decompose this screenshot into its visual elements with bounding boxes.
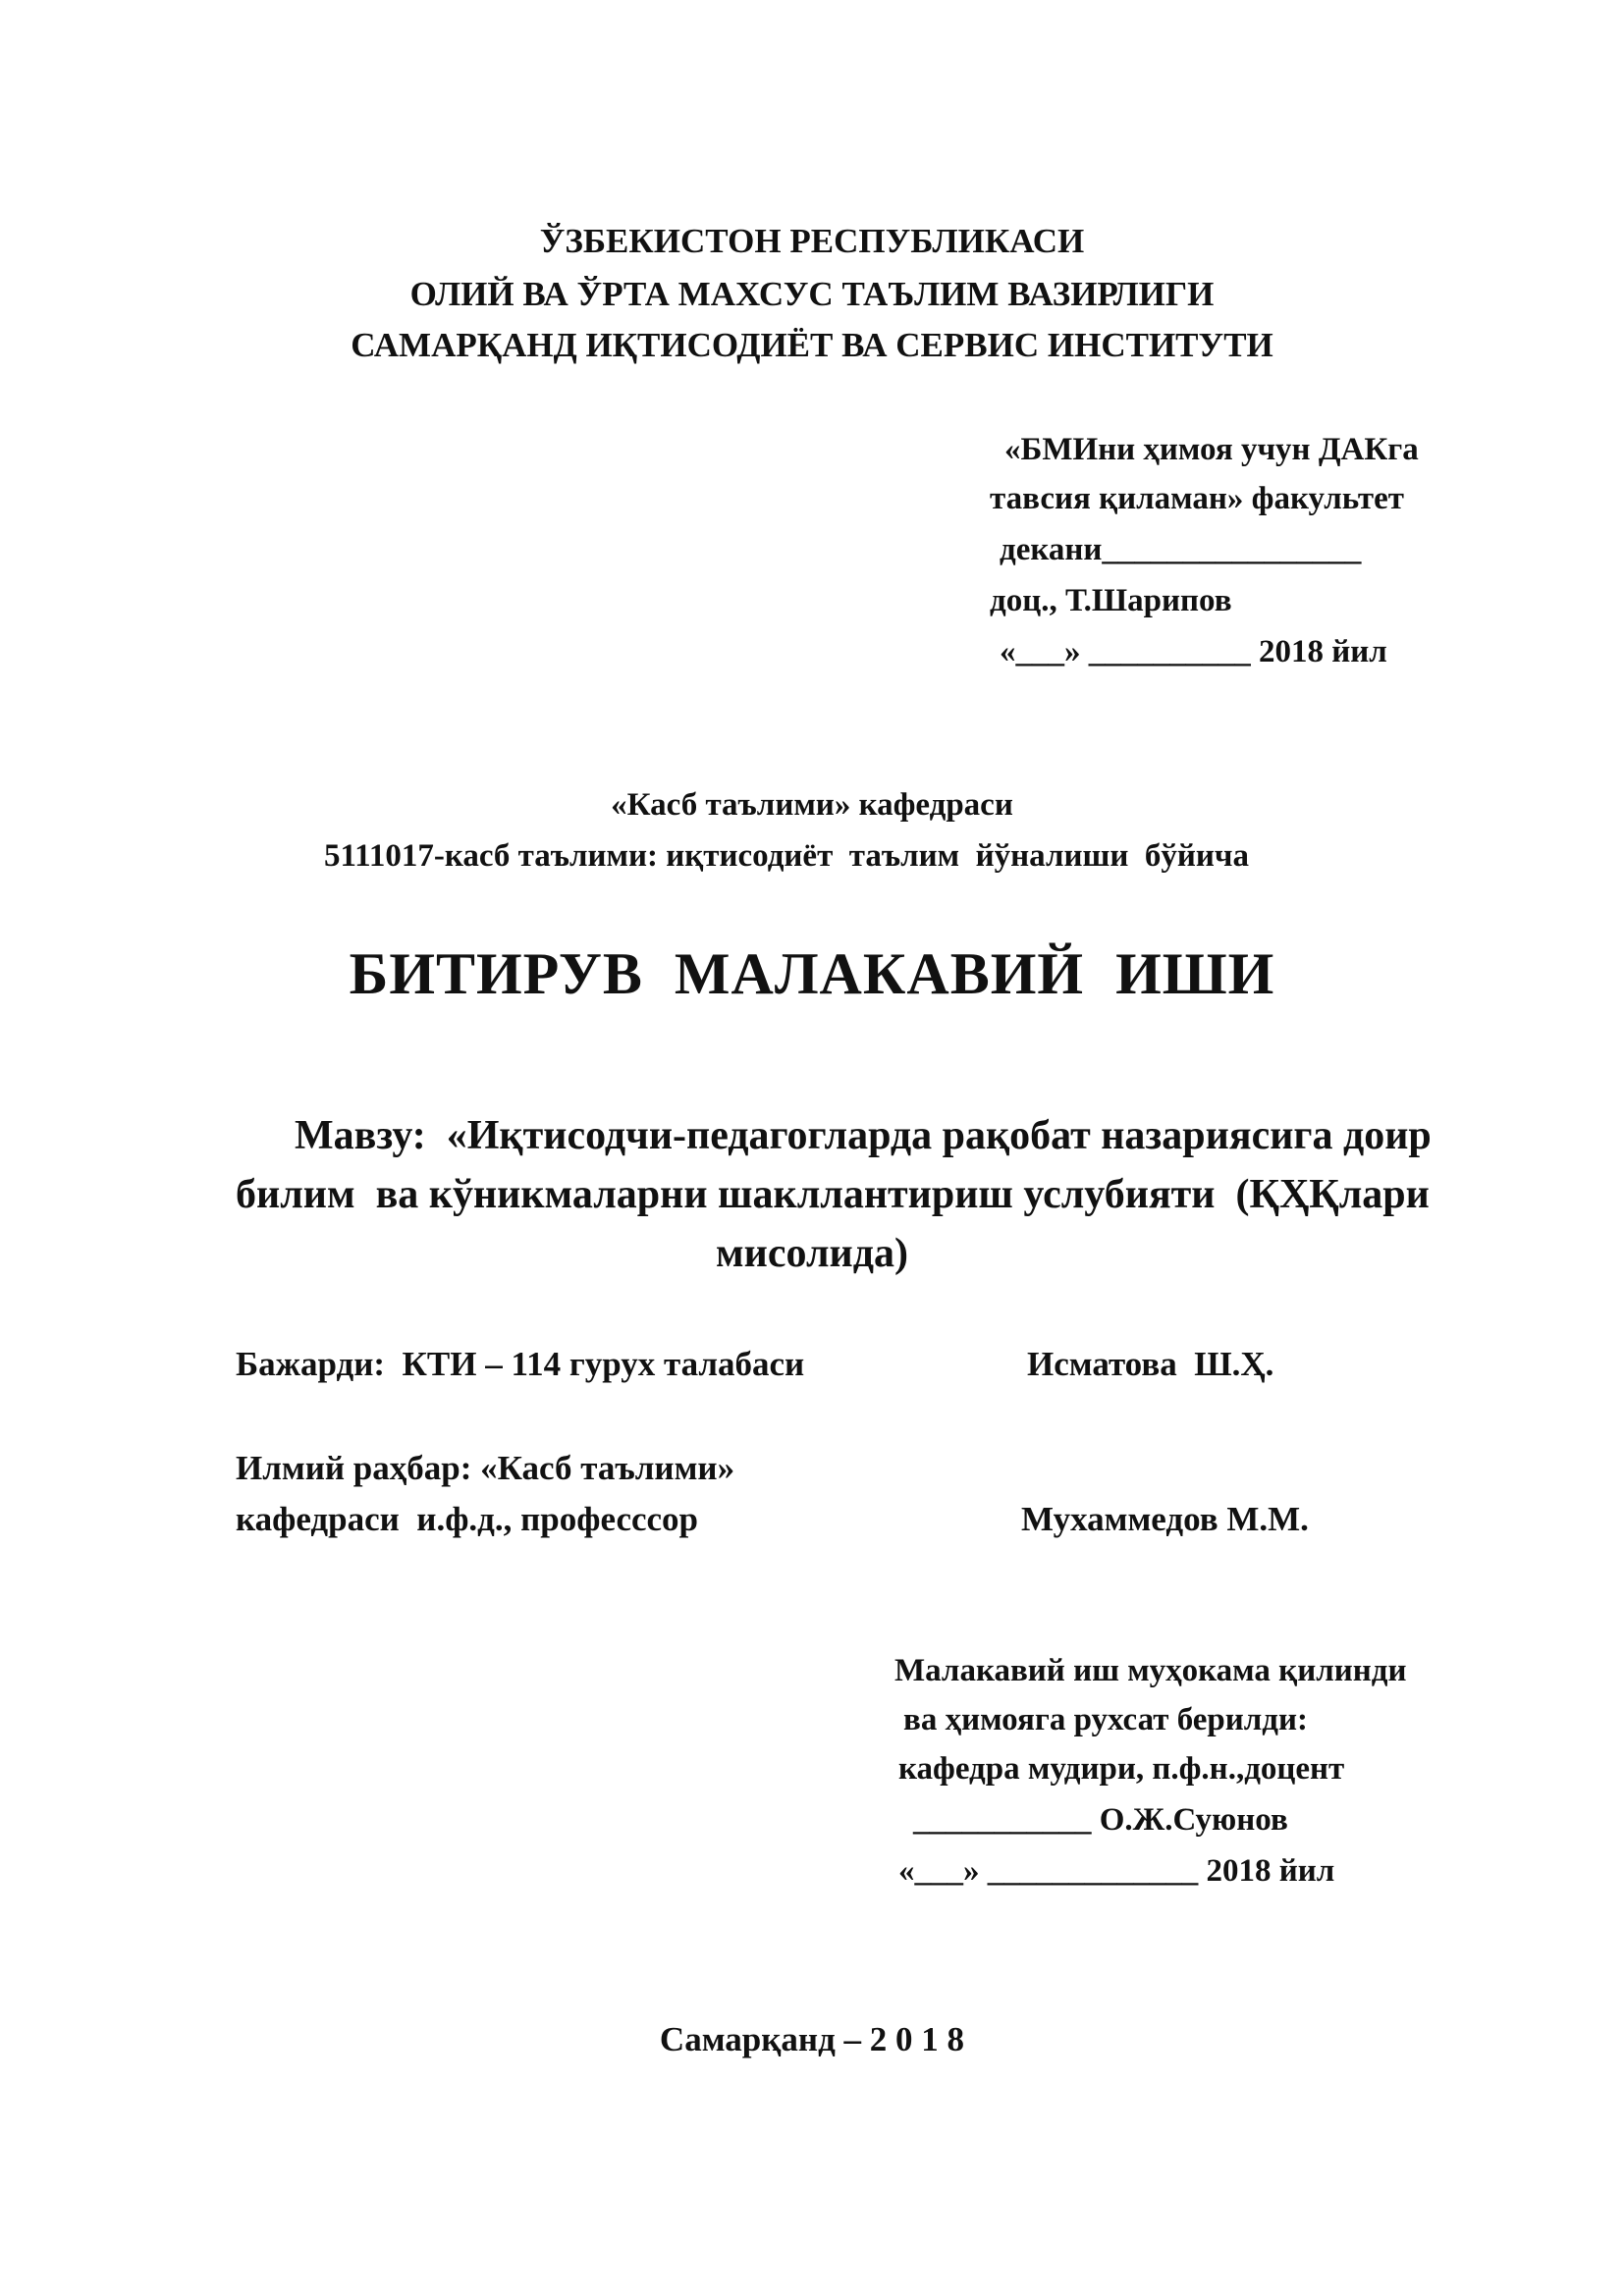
header-ministry: ОЛИЙ ВА ЎРТА МАХСУС ТАЪЛИМ ВАЗИРЛИГИ	[409, 275, 1215, 313]
discussion-line-2: ва ҳимояга рухсат берилди:	[903, 1702, 1309, 1737]
page-title: БИТИРУВ МАЛАКАВИЙ ИШИ	[349, 941, 1275, 1006]
approval-line-3: декани________________	[1000, 532, 1362, 567]
performer-label: Бажарди: КТИ – 114 гурух талабаси	[236, 1345, 805, 1383]
footer-city-year: Самарқанд – 2 0 1 8	[659, 2020, 965, 2058]
topic-line-1: Мавзу: «Иқтисодчи-педагогларда рақобат назариясига доир	[295, 1113, 1432, 1158]
supervisor-label-2: кафедраси и.ф.д., професссор	[236, 1500, 699, 1538]
performer-name: Исматова Ш.Ҳ.	[1027, 1345, 1274, 1383]
approval-line-4: доц., Т.Шарипов	[990, 583, 1232, 618]
department-name: «Касб таълими» кафедраси	[611, 787, 1013, 823]
supervisor-label-1: Илмий раҳбар: «Касб таълими»	[236, 1449, 735, 1487]
topic-line-2: билим ва кўникмаларни шакллантириш услубияти (ҚҲҚлари	[236, 1172, 1430, 1217]
topic-line-3: мисолида)	[716, 1231, 908, 1276]
header-institute: САМАРҚАНД ИҚТИСОДИЁТ ВА СЕРВИС ИНСТИТУТИ	[351, 326, 1273, 364]
discussion-line-4: ___________ О.Ж.Суюнов	[913, 1802, 1288, 1838]
supervisor-name: Мухаммедов М.М.	[1021, 1500, 1309, 1538]
discussion-line-5: «___» _____________ 2018 йил	[898, 1853, 1335, 1889]
header-country: ЎЗБЕКИСТОН РЕСПУБЛИКАСИ	[539, 222, 1085, 260]
approval-line-5: «___» __________ 2018 йил	[1000, 634, 1387, 669]
department-specialty: 5111017-касб таълими: иқтисодиёт таълим йўналиши бўйича	[324, 838, 1249, 874]
approval-line-2: тавсия қиламан» факультет	[990, 481, 1404, 516]
approval-line-1: «БМИни ҳимоя учун ДАКга	[1004, 432, 1419, 467]
discussion-line-1: Малакавий иш муҳокама қилинди	[894, 1653, 1407, 1688]
discussion-line-3: кафедра мудири, п.ф.н.,доцент	[898, 1751, 1345, 1787]
